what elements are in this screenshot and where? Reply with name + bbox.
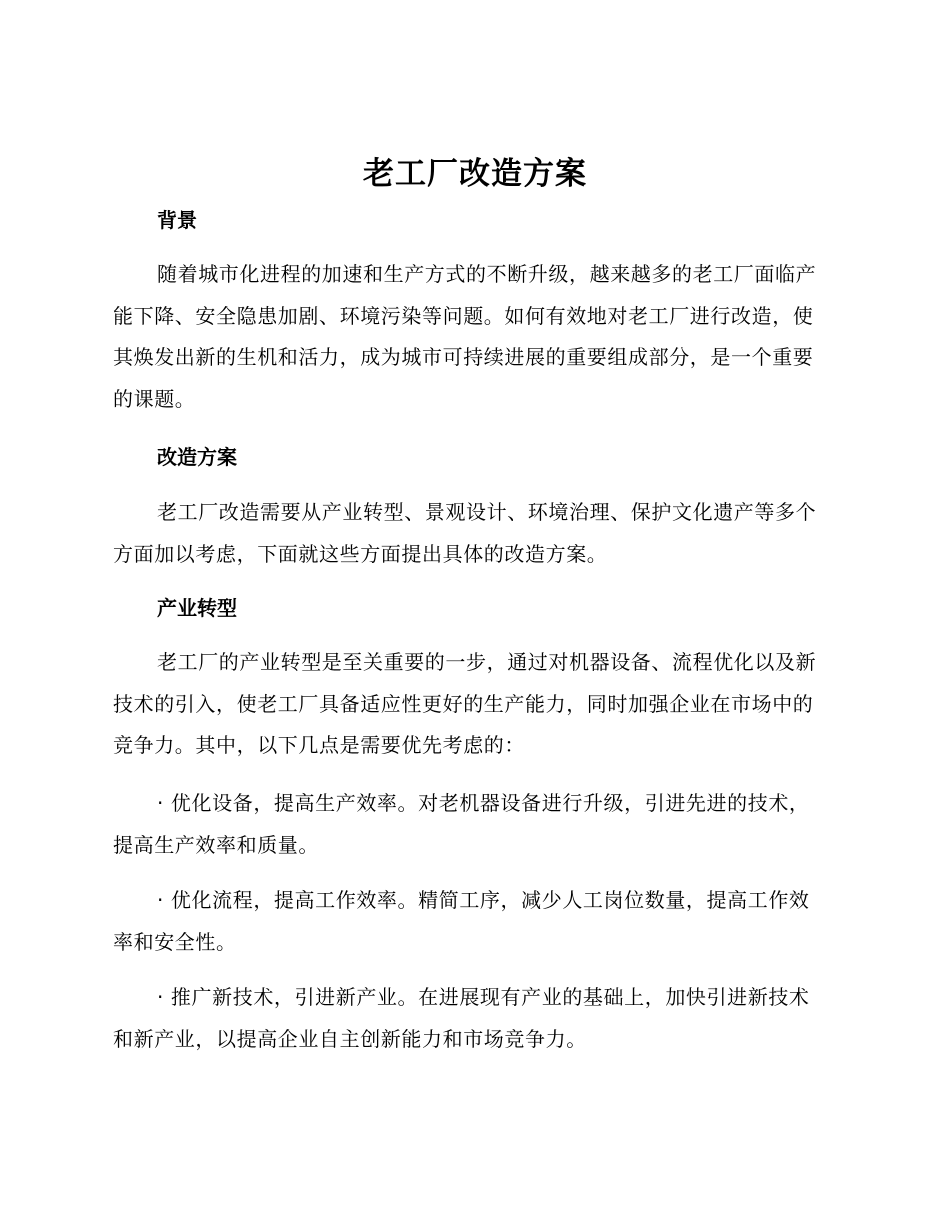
bullet-item: · 优化设备，提高生产效率。对老机器设备进行升级，引进先进的技术，提高生产效率和质量。 bbox=[113, 791, 810, 857]
section-heading-industry: 产业转型 bbox=[157, 596, 237, 620]
bullet-item: · 推广新技术，引进新产业。在进展现有产业的基础上，加快引进新技术和新产业，以提高企业自主创新能力和市场竞争力。 bbox=[113, 985, 810, 1051]
paragraph-plan: 老工厂改造需要从产业转型、景观设计、环境治理、保护文化遗产等多个方面加以考虑，下面就这些方面提出具体的改造方案。 bbox=[113, 500, 817, 566]
section-heading-background: 背景 bbox=[157, 208, 197, 232]
bullet-item: · 优化流程，提高工作效率。精简工序，减少人工岗位数量，提高工作效率和安全性。 bbox=[113, 888, 810, 954]
paragraph-background: 随着城市化进程的加速和生产方式的不断升级，越来越多的老工厂面临产能下降、安全隐患加剧、环境污染等问题。如何有效地对老工厂进行改造，使其焕发出新的生机和活力，成为城市可持续进展的重要组成部分，是一个重要的课题。 bbox=[113, 262, 817, 411]
section-heading-plan: 改造方案 bbox=[157, 445, 237, 469]
paragraph-industry: 老工厂的产业转型是至关重要的一步，通过对机器设备、流程优化以及新技术的引入，使老工厂具备适应性更好的生产能力，同时加强企业在市场中的竞争力。其中，以下几点是需要优先考虑的： bbox=[113, 650, 817, 757]
document-title: 老工厂改造方案 bbox=[363, 156, 587, 192]
